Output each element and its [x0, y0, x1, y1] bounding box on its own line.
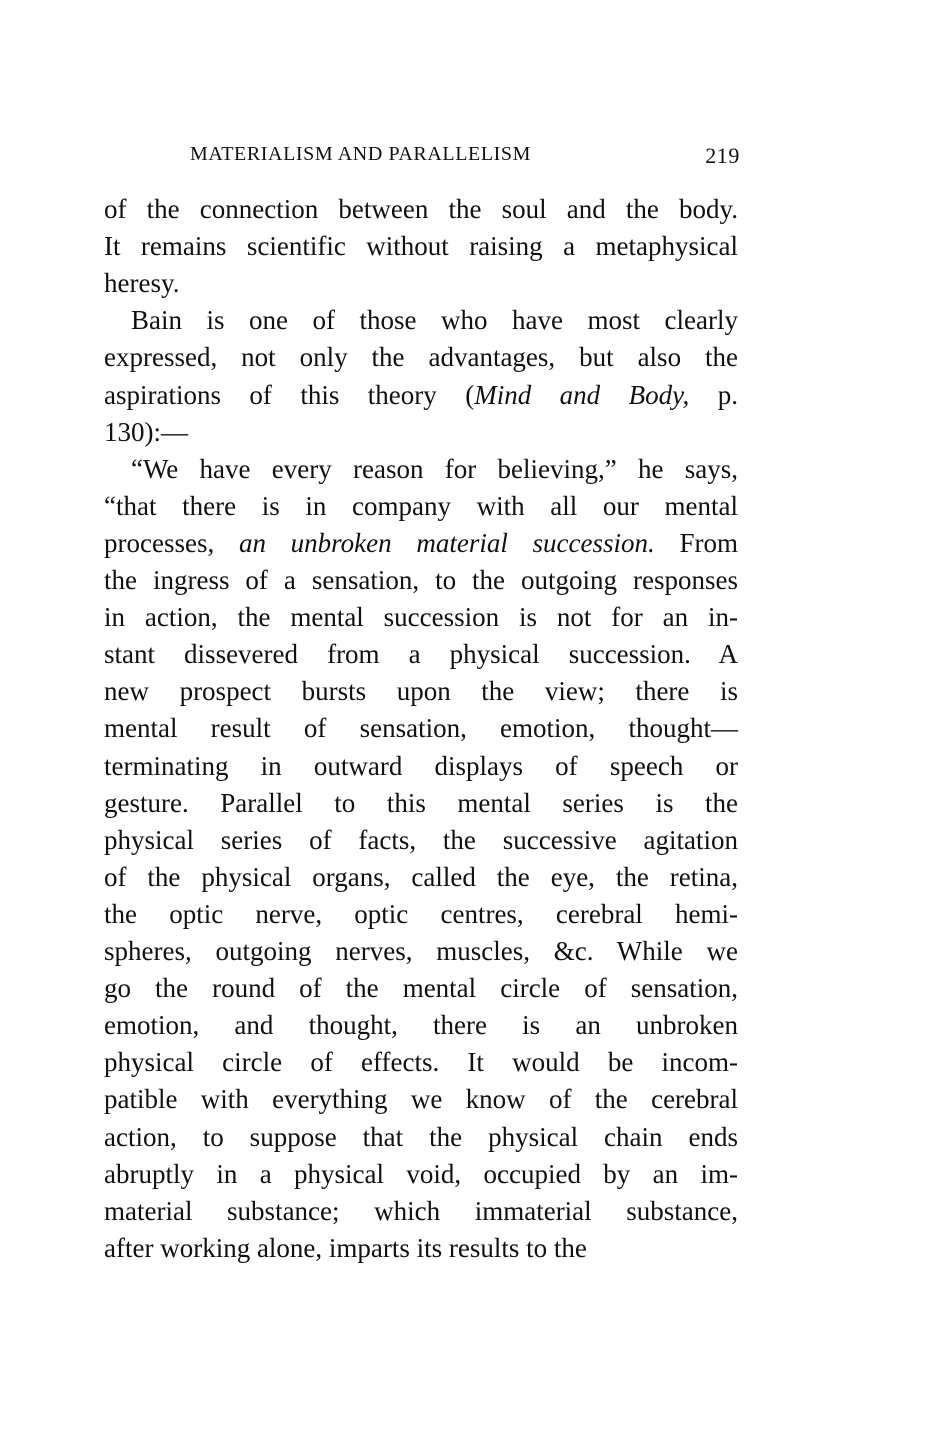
text-segment: heresy. [104, 268, 180, 299]
text-segment: expressed, not only the advantages, but also the [104, 342, 738, 373]
text-line [104, 896, 738, 932]
text-line [104, 562, 738, 598]
text-line [104, 1193, 738, 1229]
text-segment: aspirations of this theory ( [104, 379, 475, 410]
text-segment: From [654, 527, 739, 558]
text-segment: Bain is one of those who have most clearly [131, 305, 738, 336]
text-line [104, 859, 738, 895]
text-segment: material substance; which immaterial substance, [104, 1195, 738, 1226]
text-line [104, 1007, 738, 1043]
text-segment: p. [689, 379, 738, 410]
text-segment: spheres, outgoing nerves, muscles, &c. While we [104, 936, 738, 966]
text-segment: after working alone, imparts its results to the [104, 1232, 587, 1263]
text-line [104, 228, 738, 264]
text-segment: mental result of sensation, emotion, thought— [104, 713, 738, 744]
text-line [104, 673, 738, 709]
text-line [104, 636, 738, 672]
text-segment: 130):— [104, 416, 188, 447]
text-segment: in action, the mental succession is not for an in- [104, 602, 738, 633]
text-line [104, 1044, 738, 1080]
text-line [104, 414, 738, 450]
italic-text: an unbroken material succession. [238, 527, 655, 558]
text-line [104, 265, 738, 301]
text-line [104, 933, 738, 969]
text-segment: physical circle of effects. It would be incom- [104, 1047, 738, 1078]
text-segment: terminating in outward displays of speech or [104, 750, 738, 781]
text-segment: action, to suppose that the physical chain ends [104, 1121, 738, 1152]
text-line [104, 599, 738, 635]
text-line [104, 822, 738, 858]
running-head-title: MATERIALISM AND PARALLELISM [190, 143, 532, 165]
text-segment: gesture. Parallel to this mental series is the [104, 787, 738, 818]
text-line [104, 488, 738, 524]
text-line [131, 302, 738, 338]
text-segment: of the physical organs, called the eye, the retina, [104, 861, 738, 892]
text-segment: physical series of facts, the successive agitation [104, 824, 738, 855]
text-segment: processes, [104, 527, 239, 558]
text-segment: “that there is in company with all our mental [104, 490, 738, 521]
text-line [104, 191, 738, 227]
text-line [104, 1119, 738, 1155]
text-line [104, 710, 738, 746]
text-line [104, 339, 738, 375]
text-segment: “We have every reason for believing,” he says, [131, 453, 738, 484]
text-line [104, 525, 738, 561]
text-line [104, 1081, 738, 1117]
text-segment: patible with everything we know of the cerebral [104, 1084, 738, 1115]
text-segment: emotion, and thought, there is an unbroken [104, 1010, 738, 1041]
italic-text: Mind and Body, [474, 379, 690, 410]
text-line [104, 970, 738, 1006]
page-number: 219 [705, 143, 740, 168]
text-segment: new prospect bursts upon the view; there is [104, 676, 738, 707]
text-line [104, 1230, 738, 1266]
text-segment: the optic nerve, optic centres, cerebral hemi- [104, 898, 738, 929]
running-head [190, 143, 740, 173]
text-segment: go the round of the mental circle of sensation, [104, 973, 738, 1004]
text-line [104, 377, 738, 413]
text-segment: of the connection between the soul and the body. [104, 194, 738, 224]
text-line [104, 785, 738, 821]
text-line [104, 1156, 738, 1192]
text-line [131, 451, 738, 487]
text-segment: stant dissevered from a physical succession. A [104, 639, 738, 670]
text-segment: abruptly in a physical void, occupied by an im- [104, 1158, 738, 1189]
text-segment: the ingress of a sensation, to the outgoing responses [104, 565, 738, 595]
text-line [104, 748, 738, 784]
text-segment: It remains scientific without raising a metaphysical [104, 231, 738, 262]
